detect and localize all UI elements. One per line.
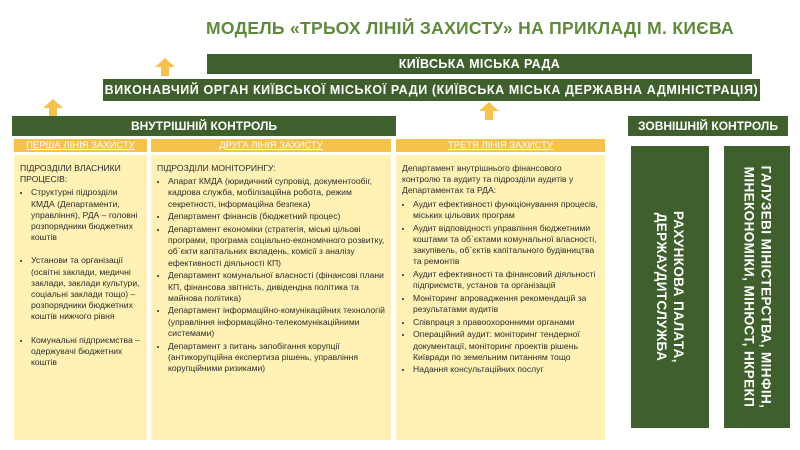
accounting-chamber-label (653, 211, 687, 363)
external-body-line: МІНЕКОНОМІКИ, МІНЮСТ, НКРЕКП (741, 166, 757, 408)
list-item: • Департамент комунальної власності (фінансові плани КП, фінансова звітність, дивідендна політика та майнова політика) (168, 270, 385, 304)
list-item: • Аудит ефективності та фінансовий діяльності підприємств, установ та організацій (413, 269, 599, 291)
internal-control-header: ВНУТРІШНІЙ КОНТРОЛЬ (12, 116, 396, 136)
third-line-list (402, 199, 599, 376)
third-line-column (396, 155, 605, 440)
second-line-header: ДРУГА ЛІНІЯ ЗАХИСТУ (151, 139, 391, 152)
first-line-list (20, 187, 141, 368)
third-line-intro: Департамент внутрішнього фінансового контролю та аудиту та підрозділи аудитів у Департаментах та РДА: (402, 163, 574, 196)
accounting-chamber-box (631, 146, 709, 428)
ministries-box (724, 146, 790, 428)
list-item: • Аудит відповідності управління бюджетними коштами та об`єктами комунальної власності, закупівель, об`єктів капітального будівництва та ремонтів (413, 223, 599, 268)
ministries-label (740, 166, 774, 409)
first-line-intro: ПІДРОЗДІЛИ ВЛАСНИКИ ПРОЦЕСІВ: (20, 163, 121, 185)
executive-body-bar: ВИКОНАВЧИЙ ОРГАН КИЇВСЬКОЇ МІСЬКОЇ РАДИ (КИЇВСЬКА МІСЬКА ДЕРЖАВНА АДМІНІСТРАЦІЯ) (103, 79, 760, 101)
list-item: • Департамент інформаційно-комунікаційних технологій (управління інформаційно-телекомунікаційними системами) (168, 305, 385, 339)
up-arrow-icon (42, 98, 64, 118)
list-item: • Надання консультаційних послуг (413, 364, 599, 375)
list-item: • Операційний аудит: моніторинг тендерної документації, моніторинг проектів рішень Київради по земельним питанням тощо (413, 329, 599, 363)
external-body-line: РАХУНКОВА ПАЛАТА, (671, 211, 686, 363)
up-arrow-icon (154, 57, 176, 77)
list-item: • Комунальні підприємства – одержувачі бюджетних коштів (31, 335, 141, 369)
page-title: МОДЕЛЬ «ТРЬОХ ЛІНІЙ ЗАХИСТУ» НА ПРИКЛАДІ М. КИЄВА (206, 18, 734, 38)
list-item: • Апарат КМДА (юридичний супровід, документообіг, кадрова служба, мобілізаційна робота, режим секретності, інформаційна безпека) (168, 176, 385, 210)
external-body-line: ДЕРЖАУДИТСЛУЖБА (654, 212, 669, 362)
external-body-line: ГАЛУЗЕВІ МІНІСТЕРСТВА, МІНФІН, (758, 165, 774, 409)
list-item: • Установи та організації (освітні заклади, медичні заклади, заклади культури, соціальні заклади тощо) – розпорядники бюджетних коштів нижчого рівня (31, 255, 141, 322)
list-item: • Моніторинг впровадження рекомендацій за результатами аудитів (413, 293, 599, 315)
second-line-list (157, 176, 385, 374)
list-item: • Департамент економіки (стратегія, міські цільові програми, програма соціально-економічного розвитку, об`єкти капітальних вкладень, комісії з аналізу ефективності діяльності КП) (168, 224, 385, 269)
list-item: • Аудит ефективності функціонування процесів, міських цільових програм (413, 199, 599, 221)
third-line-header: ТРЕТЯ ЛІНІЯ ЗАХИСТУ (396, 139, 605, 152)
external-control-header: ЗОВНІШНІЙ КОНТРОЛЬ (628, 116, 788, 136)
list-item: • Департамент з питань запобігання корупції (антикорупційна експертиза рішень, управління корупційними ризиками) (168, 341, 385, 375)
second-line-intro: ПІДРОЗДІЛИ МОНІТОРИНГУ: (157, 163, 276, 173)
city-council-bar: КИЇВСЬКА МІСЬКА РАДА (207, 54, 752, 74)
first-line-column (14, 155, 147, 440)
up-arrow-icon (478, 101, 500, 121)
first-line-header: ПЕРША ЛІНІЯ ЗАХИСТУ (14, 139, 147, 152)
second-line-column (151, 155, 391, 440)
list-item: • Департамент фінансів (бюджетний процес) (168, 211, 385, 222)
list-item: • Співпраця з правоохоронними органами (413, 317, 599, 328)
list-item: • Структурні підрозділи КМДА (Департаменти, управління), РДА – головні розпорядники бюджетних коштів (31, 187, 141, 243)
